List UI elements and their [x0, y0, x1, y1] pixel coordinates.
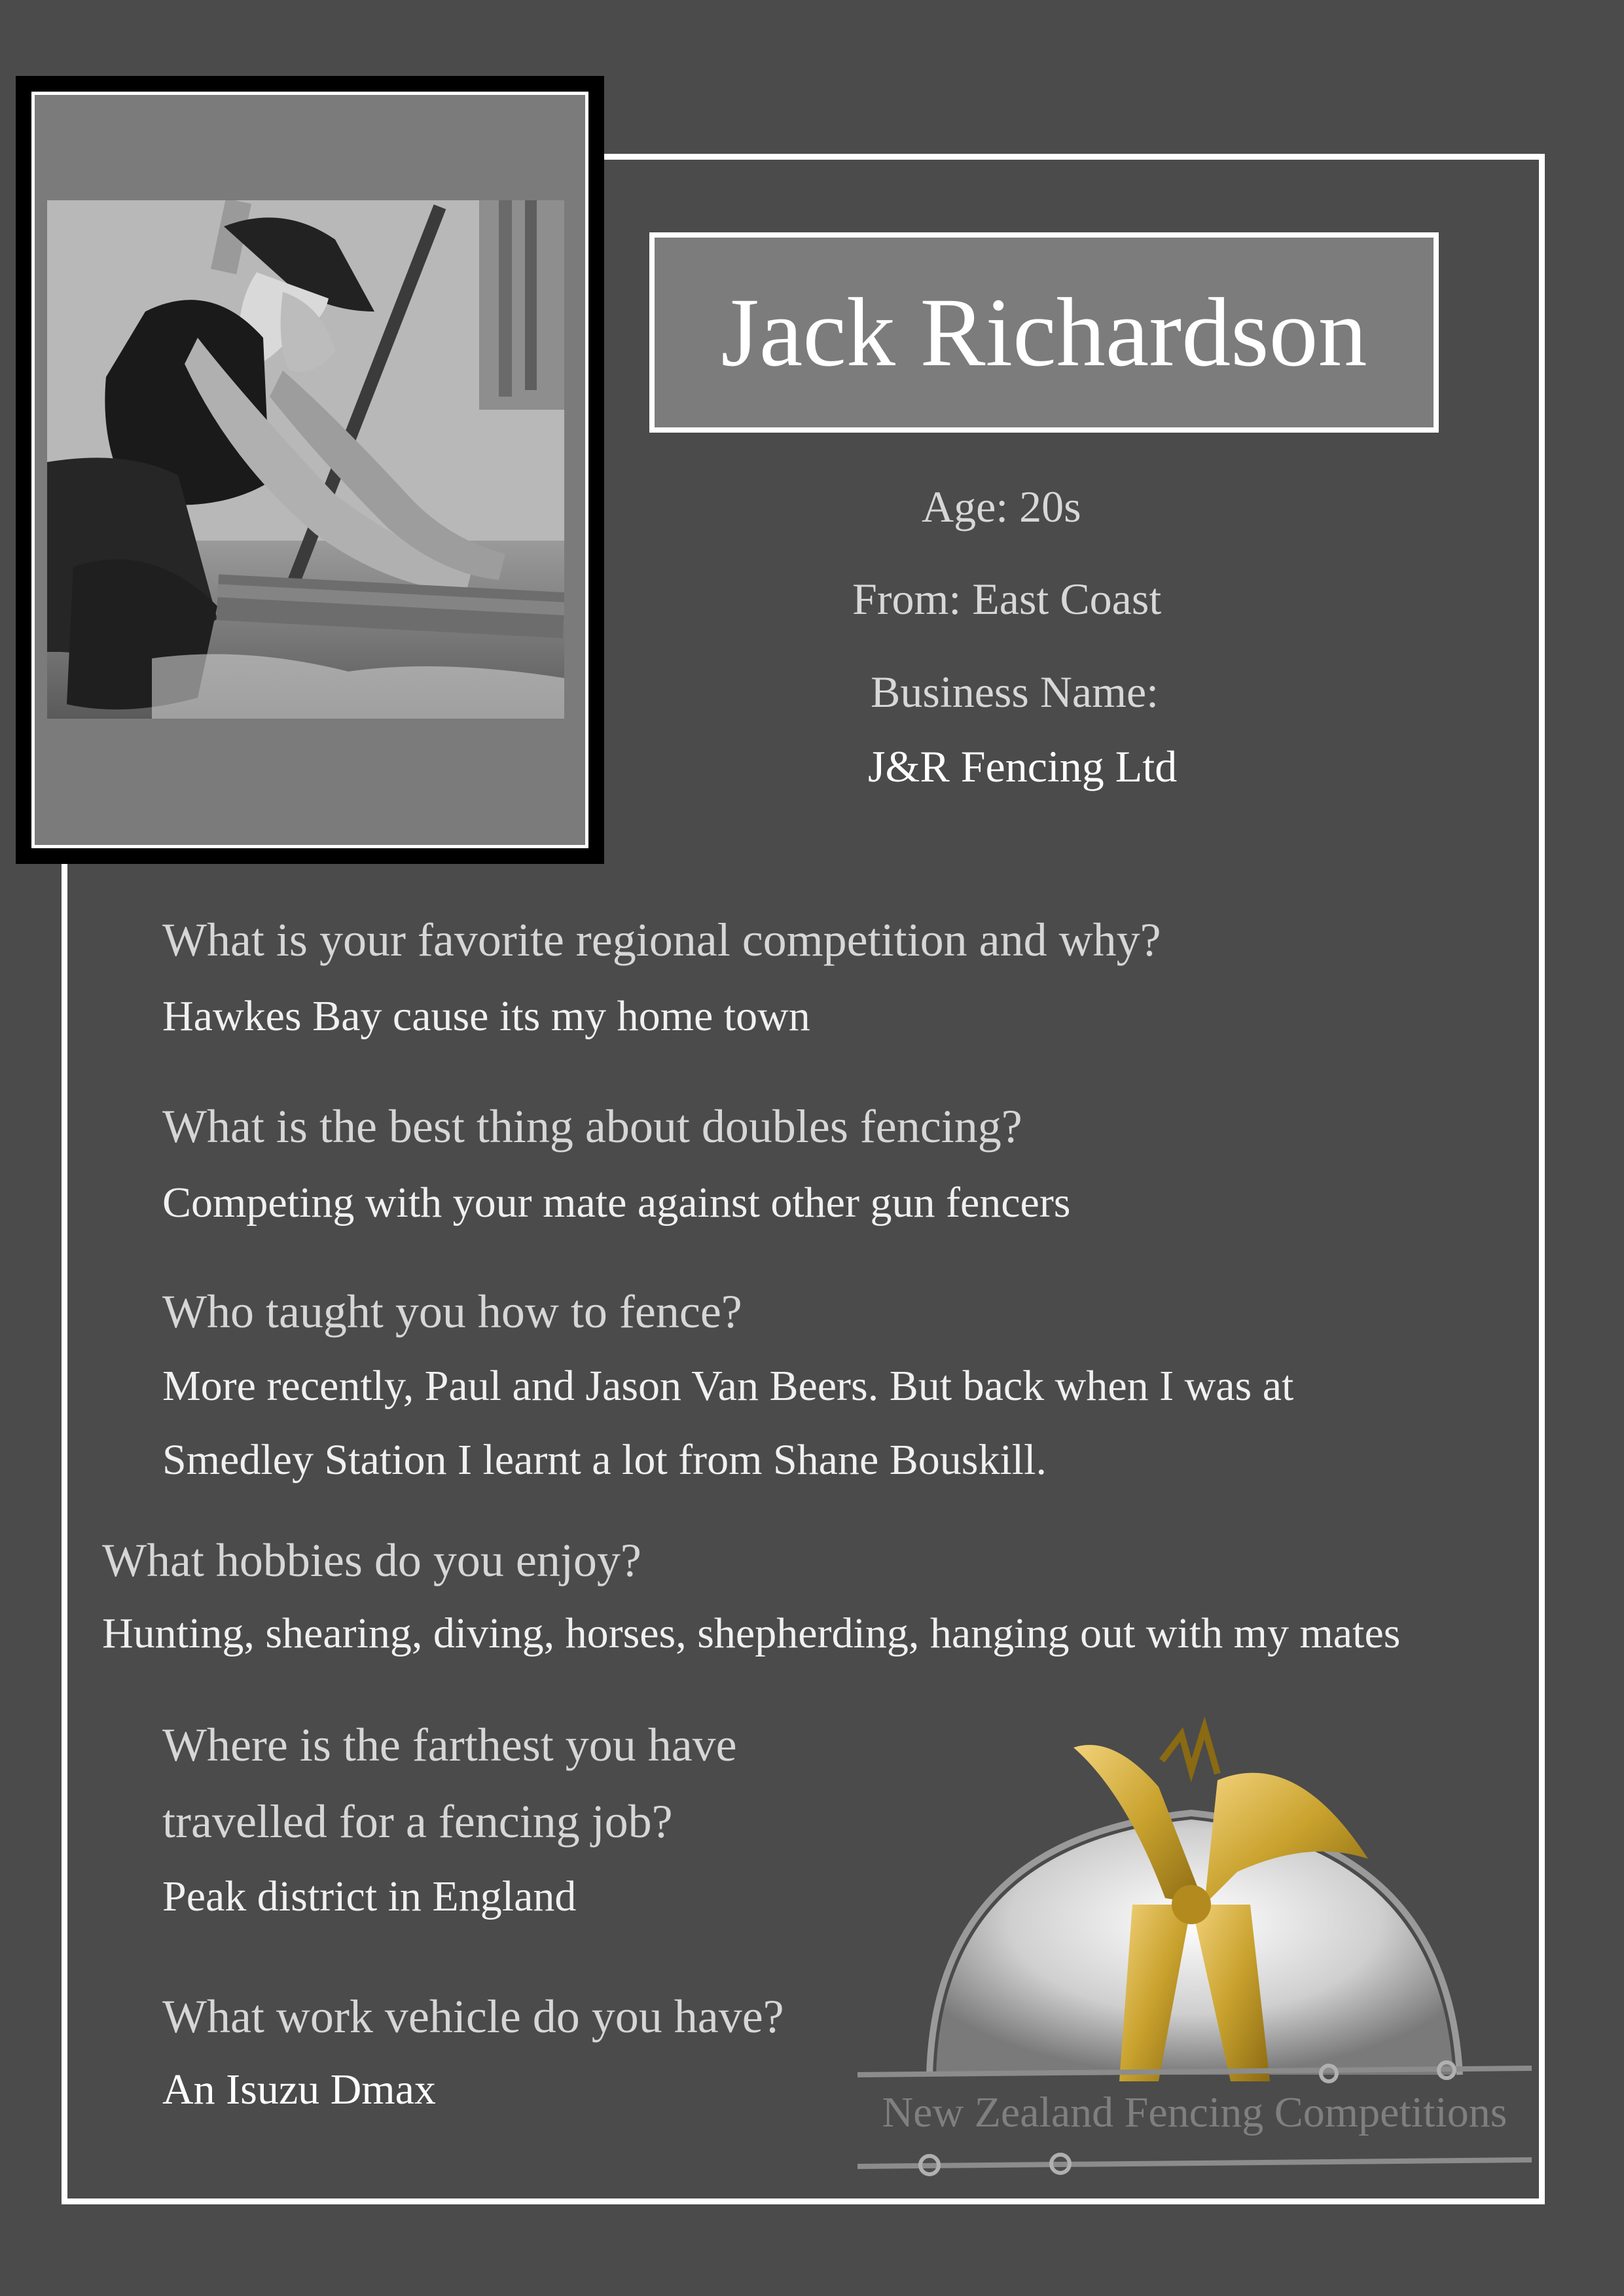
answer-farthest: Peak district in England: [162, 1873, 577, 1920]
logo-text: New Zealand Fencing Competitions: [882, 2089, 1507, 2136]
profile-photo: [47, 200, 564, 719]
answer-doubles-fencing: Competing with your mate against other gun fencers: [162, 1179, 1071, 1227]
profile-name: Jack Richardson: [721, 278, 1367, 387]
answer-work-vehicle: An Isuzu Dmax: [162, 2066, 436, 2113]
question-farthest-line1: Where is the farthest you have: [162, 1719, 737, 1771]
question-hobbies: What hobbies do you enjoy?: [102, 1534, 641, 1587]
answer-who-taught-line2: Smedley Station I learnt a lot from Shane Bouskill.: [162, 1436, 1047, 1484]
answer-who-taught-line1: More recently, Paul and Jason Van Beers. But back when I was at: [162, 1362, 1294, 1410]
question-favorite-competition: What is your favorite regional competition and why?: [162, 914, 1161, 966]
question-who-taught: Who taught you how to fence?: [162, 1285, 742, 1338]
age-line: Age: 20s: [922, 482, 1081, 531]
from-line: From: East Coast: [852, 574, 1162, 624]
answer-favorite-competition: Hawkes Bay cause its my home town: [162, 992, 810, 1040]
answer-hobbies: Hunting, shearing, diving, horses, shepherding, hanging out with my mates: [102, 1609, 1401, 1657]
question-doubles-fencing: What is the best thing about doubles fencing?: [162, 1100, 1022, 1153]
business-name: J&R Fencing Ltd: [868, 742, 1178, 791]
question-work-vehicle: What work vehicle do you have?: [162, 1990, 784, 2043]
question-farthest-line2: travelled for a fencing job?: [162, 1795, 673, 1848]
business-label: Business Name:: [871, 667, 1159, 717]
name-banner: [649, 232, 1439, 433]
